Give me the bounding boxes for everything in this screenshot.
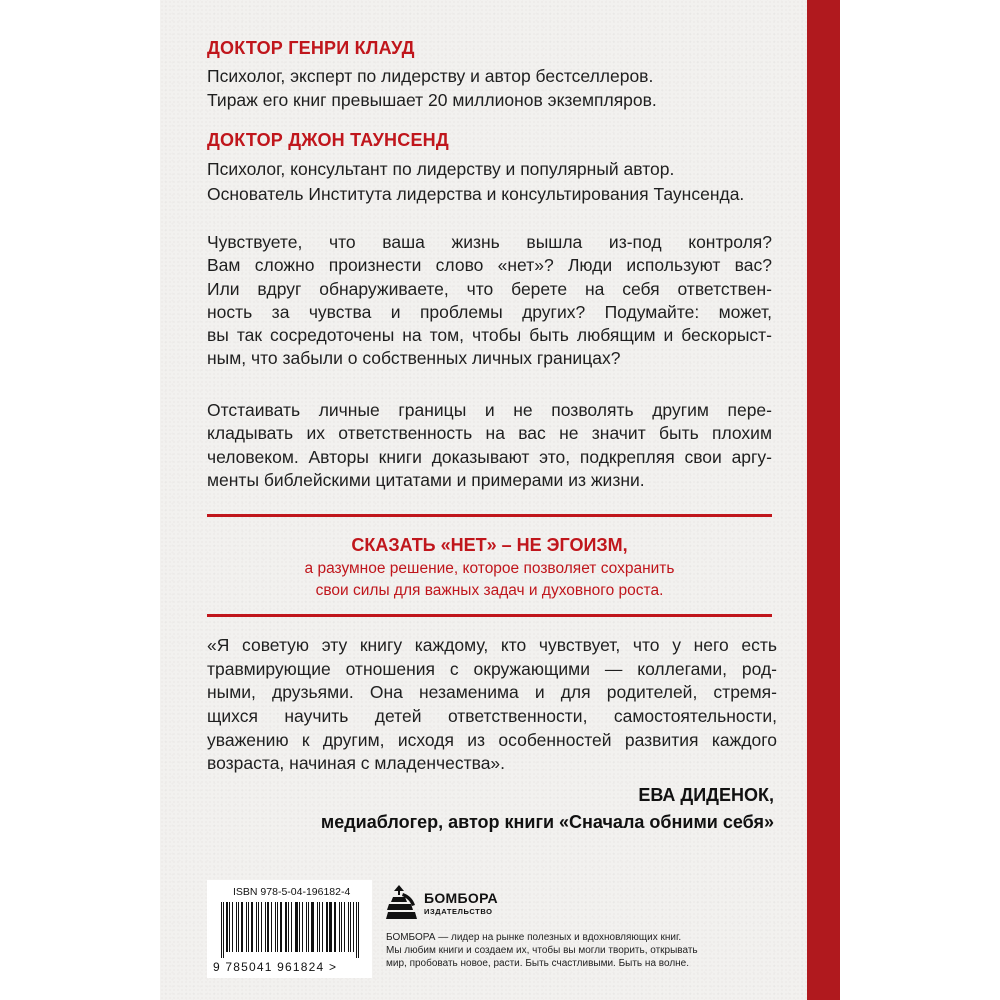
quote-author-title: медиаблогер, автор книги «Сначала обними себя» [320,812,774,832]
barcode-digits: 9 785041 961824 > [213,960,338,974]
description-paragraph-2 [207,399,772,492]
description-paragraph-1 [207,231,772,371]
paragraph-line: менты библейскими цитатами и примерами из жизни. [207,469,645,490]
paragraph-line: ным, что забыли о собственных личных границах? [207,348,621,369]
paragraph-line: ность за чувства и проблемы других? Подумайте: может, [207,301,772,322]
paragraph-line: Отстаивать личные границы и не позволять другим пере- [207,400,772,420]
quote-line: возраста, начиная с младенчества». [207,753,506,774]
isbn-text: ISBN 978-5-04-196182-4 [233,886,351,898]
author-name-townsend: ДОКТОР ДЖОН ТАУНСЕНД [207,130,449,150]
callout-bottom-divider [207,614,772,617]
barcode-icon [221,902,361,958]
quote-line: травмирующие отношения с окружающими — коллегами, род- [207,658,777,679]
author-name-cloud: ДОКТОР ГЕНРИ КЛАУД [207,38,415,58]
quote-line: ными, друзьями. Она незаменима и для родителей, стремя- [207,682,777,703]
book-spine [807,0,840,1000]
paragraph-line: человеком. Авторы книги доказывают это, подкрепляя свои аргу- [207,446,772,467]
author-bio-line: Тираж его книг превышает 20 миллионов экземпляров. [207,90,657,110]
callout-line: свои силы для важных задач и духовного роста. [315,582,664,599]
paragraph-line: Или вдруг обнаруживаете, что берете на себя ответствен- [207,278,772,299]
author-bio-line: Основатель Института лидерства и консультирования Таунсенда. [207,184,745,204]
callout-headline: СКАЗАТЬ «НЕТ» – НЕ ЭГОИЗМ, [351,535,628,555]
author-bio-line: Психолог, эксперт по лидерству и автор бестселлеров. [207,66,654,86]
paragraph-line: вы так сосредоточены на том, чтобы быть любящим и бескорыст- [207,325,772,346]
paragraph-line: Вам сложно произнести слово «нет»? Люди используют вас? [207,255,772,276]
quote-author-name: ЕВА ДИДЕНОК, [638,785,774,805]
publisher-subtitle: ИЗДАТЕЛЬСТВО [424,907,493,916]
author-bio-line: Психолог, консультант по лидерству и популярный автор. [207,159,675,179]
publisher-tagline-line: мир, пробовать новое, расти. Быть счастливыми. Быть на волне. [386,958,690,969]
callout-line: а разумное решение, которое позволяет сохранить [304,560,675,577]
paragraph-line: Чувствуете, что ваша жизнь вышла из-под контроля? [207,232,772,252]
quote-line: «Я советую эту книгу каждому, кто чувствует, что у него есть [207,635,777,655]
quote-line: уважению к другим, исходя из особенностей развития каждого [207,729,777,750]
testimonial-quote [207,634,777,776]
paragraph-line: кладывать их ответственность на вас не значит быть плохим [207,423,772,444]
publisher-tagline-line: Мы любим книги и создаем их, чтобы вы могли творить, открывать [386,945,698,956]
publisher-tagline-line: БОМБОРА — лидер на рынке полезных и вдохновляющих книг. [386,932,682,943]
barcode-box [207,880,372,978]
quote-line: щихся научить детей ответственности, самостоятельности, [207,706,777,727]
callout-top-divider [207,514,772,517]
publisher-name: БОМБОРА [424,890,498,906]
